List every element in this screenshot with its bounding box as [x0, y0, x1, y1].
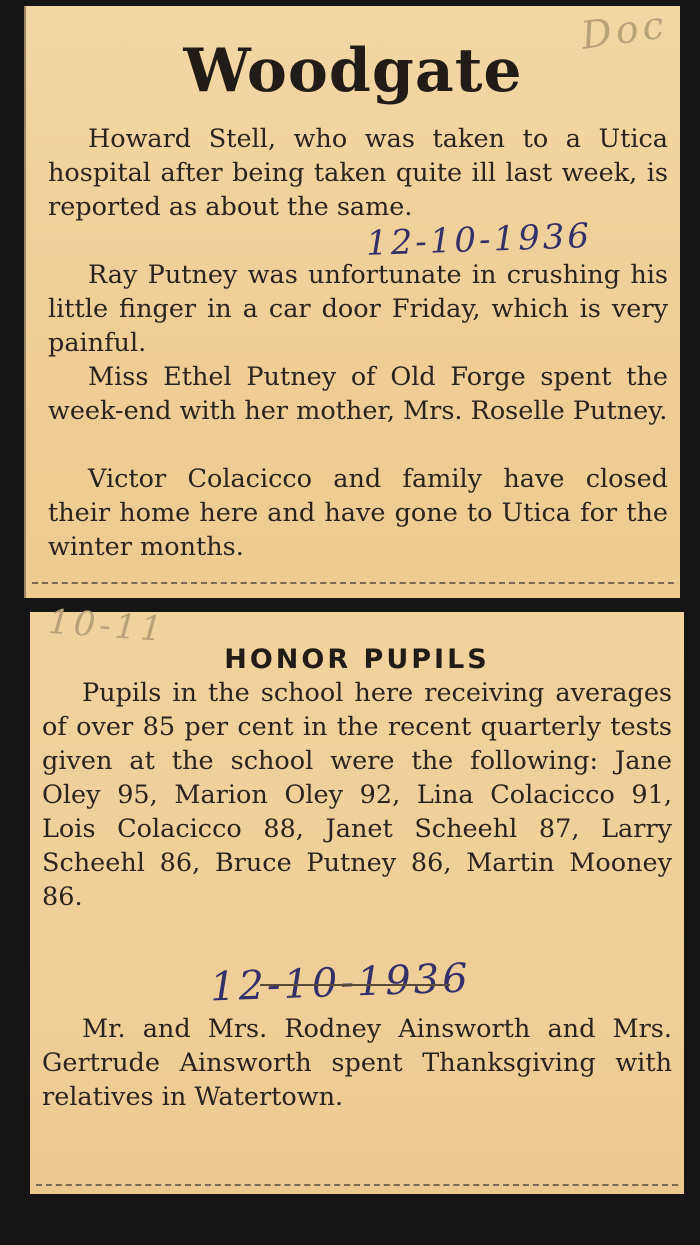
clipping-woodgate [24, 2, 680, 598]
faded-ink-mark: 10-11 [46, 601, 168, 651]
news-item-howard-stell: Howard Stell, who was taken to a Utica hospital after being taken quite ill last week, is reported as about the same. [48, 124, 668, 222]
subheading: HONOR PUPILS [224, 644, 490, 675]
headline: Woodgate [183, 36, 523, 106]
news-item-honor-pupils: Pupils in the school here receiving averages of over 85 per cent in the recent quarterly tests given at the school were the following: Jane Oley 95, Marion Oley 92, Lina Colacicco 91, Lois Colacicco 88, Janet Scheehl 87, Larry Scheehl 86, Bruce Putney 86, Martin Mooney 86. [42, 678, 672, 912]
divider [36, 1184, 678, 1186]
news-item-colacicco: Victor Colacicco and family have closed their home here and have gone to Utica for the winter months. [48, 464, 668, 562]
divider-rule [260, 984, 450, 986]
clipping-honor-pupils [30, 601, 684, 1194]
faded-ink-mark: Doc [578, 2, 671, 58]
divider [32, 582, 674, 584]
handwritten-date: 12-10-1936 [209, 955, 472, 1011]
news-item-ray-putney: Ray Putney was unfortunate in crushing his little finger in a car door Friday, which is very painful. [48, 260, 668, 358]
news-item-ethel-putney: Miss Ethel Putney of Old Forge spent the week-end with her mother, Mrs. Roselle Putney. [48, 362, 668, 426]
news-item-ainsworth: Mr. and Mrs. Rodney Ainsworth and Mrs. Gertrude Ainsworth spent Thanksgiving with relatives in Watertown. [42, 1014, 672, 1112]
handwritten-date: 12-10-1936 [365, 216, 593, 264]
